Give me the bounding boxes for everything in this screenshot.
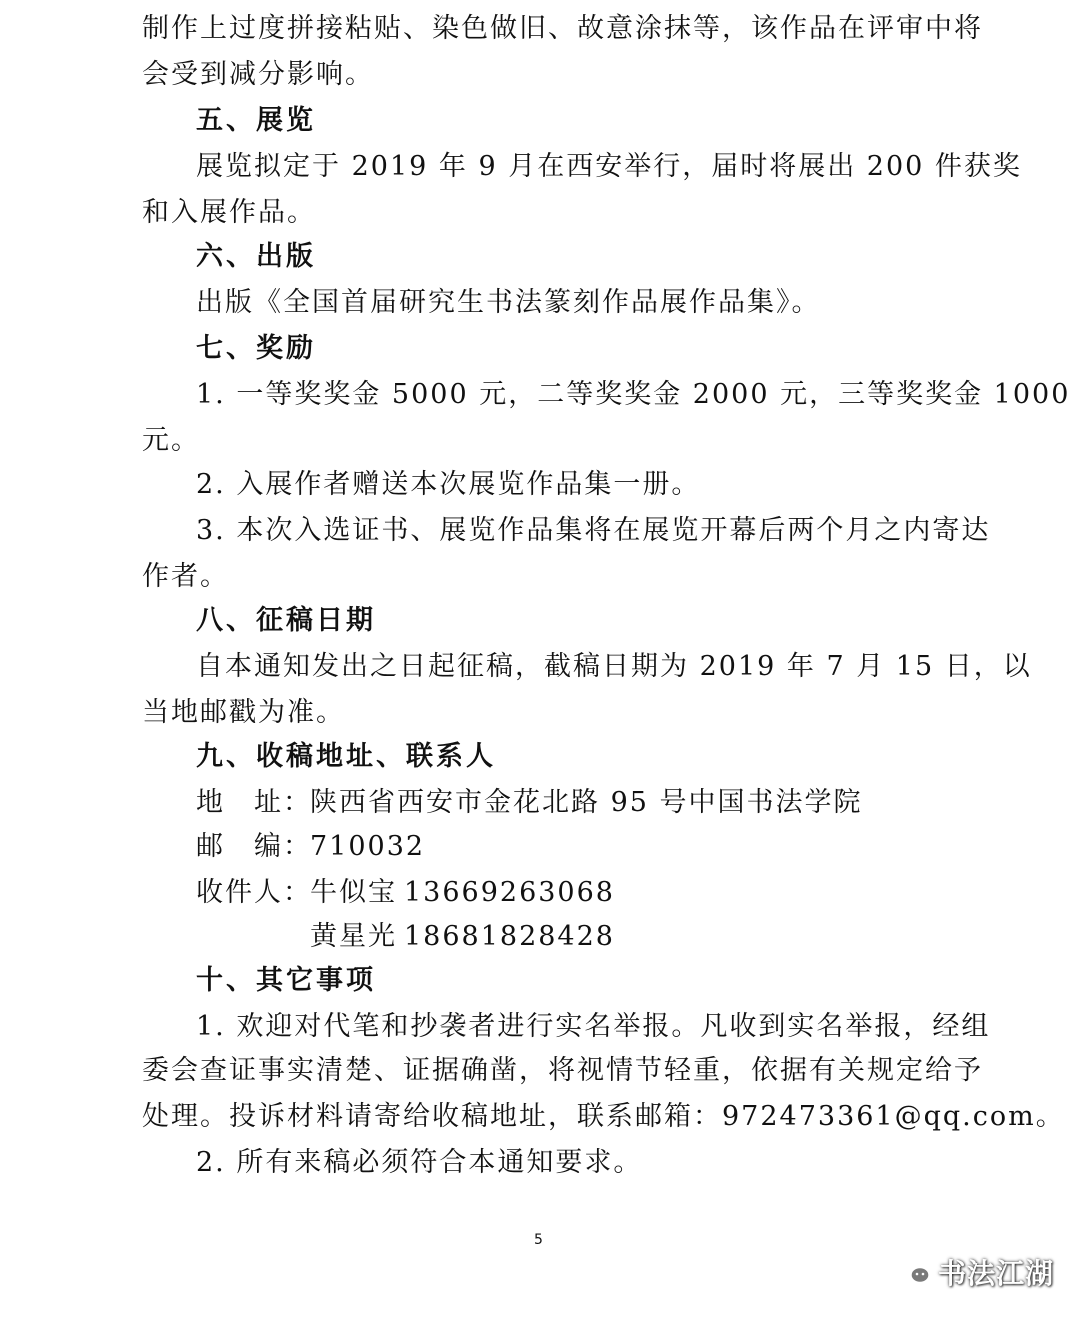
watermark-text: 书法江湖 — [938, 1257, 1055, 1290]
postcode-label: 邮 编： — [196, 831, 312, 862]
recipient-phone: 13669263068 — [404, 877, 615, 908]
body-line: 制作上过度拼接粘贴、染色做旧、故意涂抹等，该作品在评审中将 — [142, 13, 983, 44]
wechat-icon — [896, 1256, 932, 1288]
body-line: 作者。 — [142, 561, 229, 592]
section-heading-contact: 九、收稿地址、联系人 — [196, 741, 496, 772]
section-heading-awards: 七、奖励 — [196, 333, 316, 364]
body-line: 处理。投诉材料请寄给收稿地址，联系邮箱：972473361@qq.com。 — [142, 1101, 1065, 1132]
postcode-value: 710032 — [310, 831, 426, 862]
section-heading-publication: 六、出版 — [196, 241, 316, 272]
body-line: 1. 一等奖奖金 5000 元，二等奖奖金 2000 元，三等奖奖金 1000 — [196, 379, 1071, 410]
recipient-name: 黄星光 — [310, 921, 397, 952]
recipient-name: 牛似宝 — [310, 877, 397, 908]
watermark — [896, 1252, 1054, 1292]
section-heading-other: 十、其它事项 — [196, 965, 376, 996]
recipient-label: 收件人： — [196, 877, 312, 908]
body-line: 2. 入展作者赠送本次展览作品集一册。 — [196, 469, 701, 500]
body-line: 展览拟定于 2019 年 9 月在西安举行，届时将展出 200 件获奖 — [196, 151, 1022, 182]
body-line: 元。 — [142, 425, 200, 456]
body-line: 会受到减分影响。 — [142, 59, 374, 90]
address-value: 陕西省西安市金花北路 95 号中国书法学院 — [310, 787, 863, 818]
body-line: 出版《全国首届研究生书法篆刻作品展作品集》。 — [196, 287, 821, 318]
body-line: 和入展作品。 — [142, 197, 316, 228]
body-line: 3. 本次入选证书、展览作品集将在展览开幕后两个月之内寄达 — [196, 515, 991, 546]
body-line: 1. 欢迎对代笔和抄袭者进行实名举报。凡收到实名举报，经组 — [196, 1011, 991, 1042]
body-line: 当地邮戳为准。 — [142, 697, 345, 728]
recipient-phone: 18681828428 — [404, 921, 615, 952]
body-line: 自本通知发出之日起征稿，截稿日期为 2019 年 7 月 15 日，以 — [196, 651, 1032, 682]
body-line: 委会查证事实清楚、证据确凿，将视情节轻重，依据有关规定给予 — [142, 1055, 983, 1086]
section-heading-deadline: 八、征稿日期 — [196, 605, 376, 636]
section-heading-exhibition: 五、展览 — [196, 105, 316, 136]
page-number: 5 — [534, 1232, 543, 1248]
address-label: 地 址： — [196, 787, 312, 818]
body-line: 2. 所有来稿必须符合本通知要求。 — [196, 1147, 643, 1178]
